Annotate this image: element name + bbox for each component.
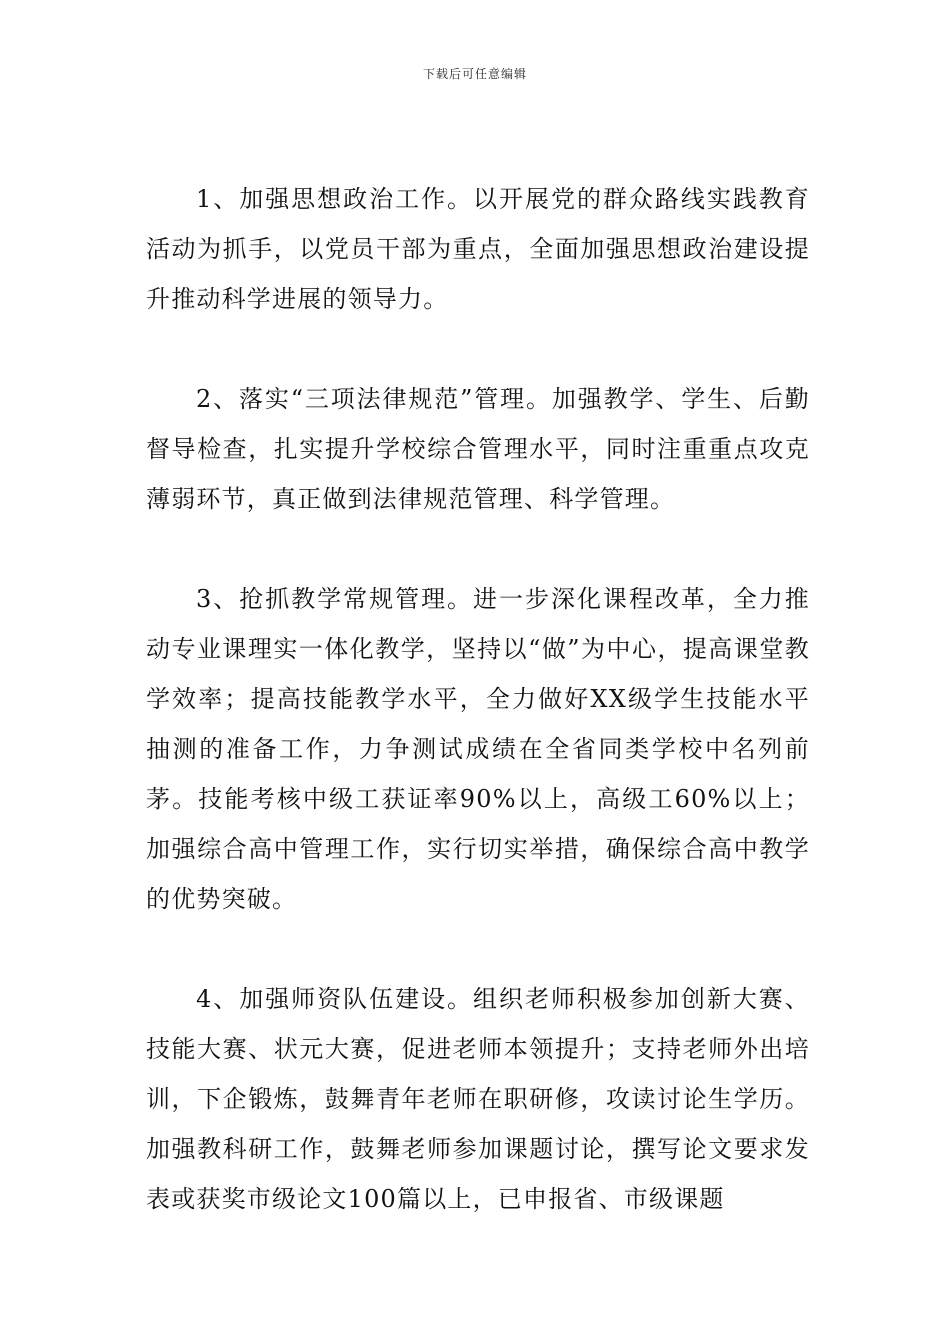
page-header: 下载后可任意编辑 xyxy=(422,67,527,81)
paragraph-1: 1、加强思想政治工作。以开展党的群众路线实践教育活动为抓手，以党员干部为重点，全面加强思想政治建设提升推动科学进展的领导力。 xyxy=(146,185,810,313)
document-body xyxy=(146,174,810,1224)
paragraph-4: 4、加强师资队伍建设。组织老师积极参加创新大赛、技能大赛、状元大赛，促进老师本领提升；支持老师外出培训，下企锻炼，鼓舞青年老师在职研修，攻读讨论生学历。加强教科研工作，鼓舞老师参加课题讨论，撰写论文要求发表或获奖市级论文100篇以上，已申报省、市级课题 xyxy=(146,985,810,1213)
paragraph-2: 2、落实“三项法律规范”管理。加强教学、学生、后勤督导检查，扎实提升学校综合管理水平，同时注重重点攻克薄弱环节，真正做到法律规范管理、科学管理。 xyxy=(146,385,810,513)
paragraph-3: 3、抢抓教学常规管理。进一步深化课程改革，全力推动专业课理实一体化教学，坚持以“做”为中心，提高课堂教学效率；提高技能教学水平，全力做好XX级学生技能水平抽测的准备工作，力争测试成绩在全省同类学校中名列前茅。技能考核中级工获证率90%以上，高级工60%以上；加强综合高中管理工作，实行切实举措，确保综合高中教学的优势突破。 xyxy=(146,585,810,913)
